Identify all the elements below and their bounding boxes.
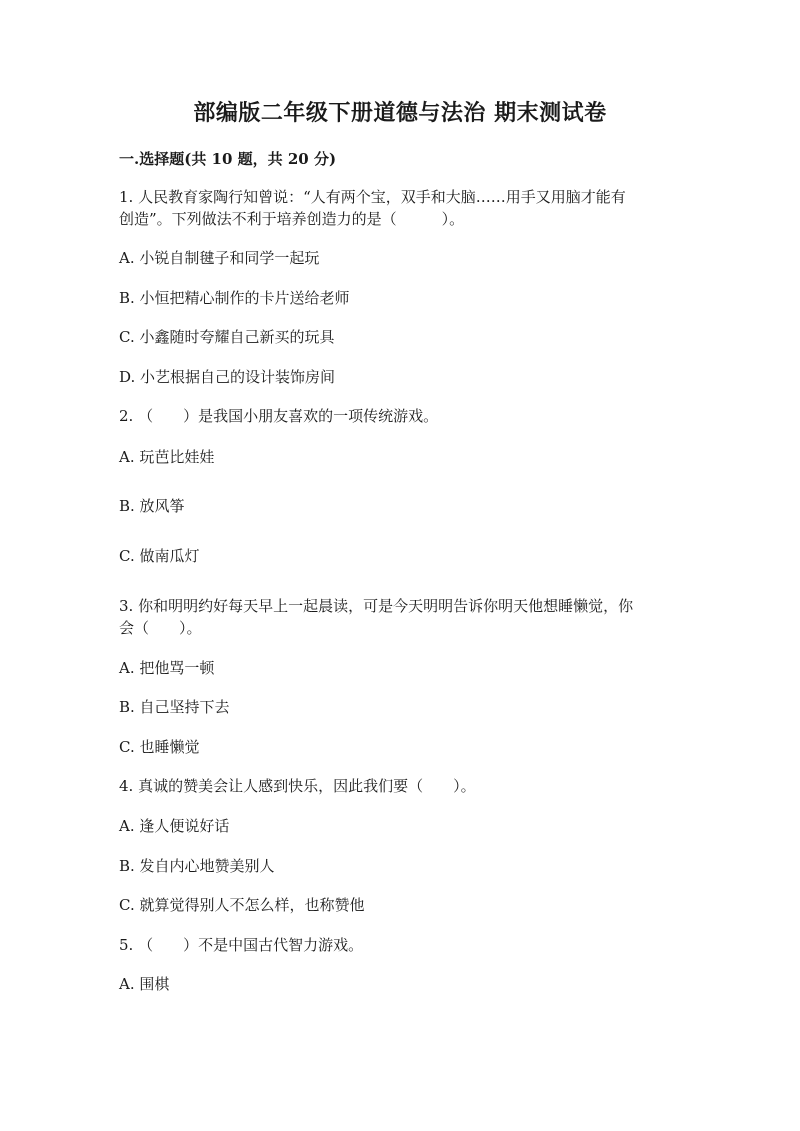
question-4-stem: 4. 真诚的赞美会让人感到快乐，因此我们要（ ）。 (119, 777, 476, 795)
section-heading: 一.选择题(共 10 题，共 20 分) (119, 150, 337, 168)
question-3-option-a: A. 把他骂一顿 (119, 659, 215, 677)
question-4-option-b: B. 发自内心地赞美别人 (119, 857, 275, 875)
question-3-option-b: B. 自己坚持下去 (119, 698, 230, 716)
question-1-option-b: B. 小恒把精心制作的卡片送给老师 (119, 289, 350, 307)
question-3-stem-line-2: 会（ ）。 (119, 619, 202, 637)
question-5-stem: 5. （ ）不是中国古代智力游戏。 (119, 936, 364, 954)
page-title: 部编版二年级下册道德与法治 期末测试卷 (193, 100, 607, 126)
question-4-option-a: A. 逢人便说好话 (119, 817, 230, 835)
question-1-option-a: A. 小锐自制毽子和同学一起玩 (119, 249, 320, 267)
question-3-option-c: C. 也睡懒觉 (119, 738, 200, 756)
question-1-option-c: C. 小鑫随时夸耀自己新买的玩具 (119, 328, 335, 346)
question-2-option-a: A. 玩芭比娃娃 (119, 448, 215, 466)
question-1-option-d: D. 小艺根据自己的设计装饰房间 (119, 368, 336, 386)
question-2-option-b: B. 放风筝 (119, 497, 185, 515)
question-2-stem: 2. （ ）是我国小朋友喜欢的一项传统游戏。 (119, 407, 439, 425)
question-1-stem-line-2: 创造”。下列做法不利于培养创造力的是（ ）。 (119, 210, 465, 228)
question-5-option-a: A. 围棋 (119, 975, 170, 993)
question-2-option-c: C. 做南瓜灯 (119, 547, 200, 565)
question-3-stem-line-1: 3. 你和明明约好每天早上一起晨读，可是今天明明告诉你明天他想睡懒觉，你 (119, 597, 634, 615)
question-1-stem-line-1: 1. 人民教育家陶行知曾说：“人有两个宝，双手和大脑……用手又用脑才能有 (119, 188, 626, 206)
question-4-option-c: C. 就算觉得别人不怎么样，也称赞他 (119, 896, 365, 914)
